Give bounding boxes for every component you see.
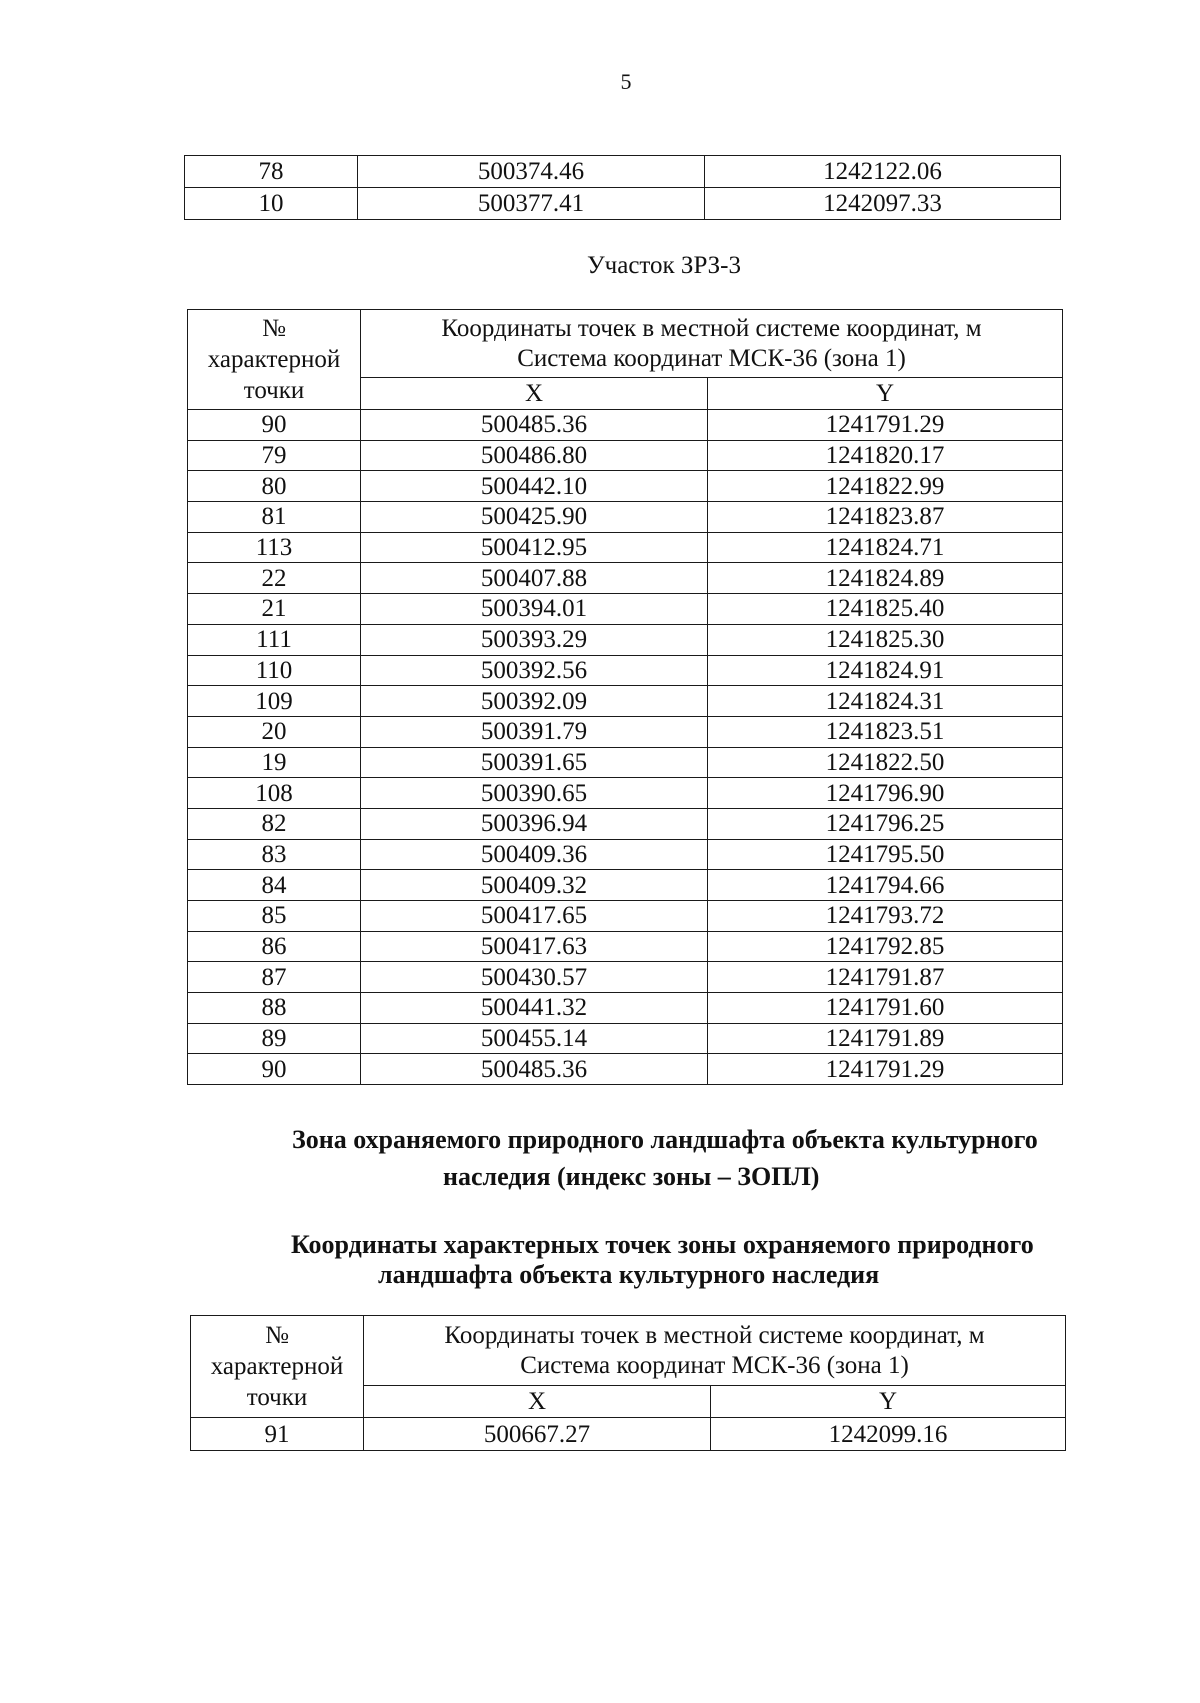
table-row — [188, 594, 1063, 625]
cell-y-coordinate: 1241822.50 — [708, 747, 1063, 778]
coordinates-header — [361, 310, 1063, 378]
table-row — [188, 686, 1063, 717]
cell-x-coordinate: 500486.80 — [361, 440, 708, 471]
table-header — [188, 310, 1063, 410]
cell-x-coordinate: 500667.27 — [364, 1418, 711, 1451]
table-row — [188, 839, 1063, 870]
table-row — [188, 471, 1063, 502]
cell-x-coordinate: 500430.57 — [361, 962, 708, 993]
cell-x-coordinate: 500417.65 — [361, 901, 708, 932]
coordinates-title: Координаты точек в местной системе координат, м — [444, 1321, 985, 1349]
cell-x-coordinate: 500485.36 — [361, 410, 708, 441]
coordinate-system: Система координат МСК-36 (зона 1) — [517, 344, 906, 372]
coordinates-title: Координаты точек в местной системе координат, м — [441, 314, 982, 342]
coordinate-system: Система координат МСК-36 (зона 1) — [520, 1351, 909, 1379]
table-row — [188, 410, 1063, 441]
header-row — [188, 310, 1063, 378]
table-row — [185, 188, 1061, 220]
point-number-sign: № — [262, 315, 286, 342]
cell-x-coordinate: 500391.79 — [361, 716, 708, 747]
table-row — [188, 808, 1063, 839]
cell-point-number: 19 — [188, 747, 361, 778]
cell-point-number: 90 — [188, 410, 361, 441]
cell-y-coordinate: 1241791.29 — [708, 410, 1063, 441]
table-row — [188, 716, 1063, 747]
cell-y-coordinate: 1241793.72 — [708, 901, 1063, 932]
table-row — [188, 1023, 1063, 1054]
cell-x-coordinate: 500392.56 — [361, 655, 708, 686]
cell-y-coordinate: 1242122.06 — [705, 156, 1061, 188]
cell-point-number: 91 — [191, 1418, 364, 1451]
cell-x-coordinate: 500393.29 — [361, 624, 708, 655]
cell-point-number: 22 — [188, 563, 361, 594]
cell-point-number: 78 — [185, 156, 358, 188]
cell-x-coordinate: 500412.95 — [361, 532, 708, 563]
cell-point-number: 109 — [188, 686, 361, 717]
x-column-header: X — [364, 1386, 711, 1418]
header-row — [191, 1316, 1066, 1386]
cell-y-coordinate: 1241796.25 — [708, 808, 1063, 839]
table-row — [191, 1418, 1066, 1451]
cell-point-number: 89 — [188, 1023, 361, 1054]
cell-point-number: 108 — [188, 778, 361, 809]
table-row — [188, 502, 1063, 533]
cell-x-coordinate: 500409.36 — [361, 839, 708, 870]
cell-point-number: 86 — [188, 931, 361, 962]
table-row — [188, 747, 1063, 778]
cell-x-coordinate: 500455.14 — [361, 1023, 708, 1054]
cell-x-coordinate: 500396.94 — [361, 808, 708, 839]
cell-x-coordinate: 500407.88 — [361, 563, 708, 594]
cell-y-coordinate: 1241791.29 — [708, 1054, 1063, 1085]
cell-x-coordinate: 500417.63 — [361, 931, 708, 962]
table-row — [188, 440, 1063, 471]
cell-y-coordinate: 1241791.89 — [708, 1023, 1063, 1054]
point-number-word: характерной — [207, 346, 341, 373]
table-row — [188, 778, 1063, 809]
cell-x-coordinate: 500442.10 — [361, 471, 708, 502]
table-row — [188, 962, 1063, 993]
cell-y-coordinate: 1241820.17 — [708, 440, 1063, 471]
table-row — [188, 563, 1063, 594]
cell-point-number: 87 — [188, 962, 361, 993]
cell-y-coordinate: 1241824.91 — [708, 655, 1063, 686]
cell-y-coordinate: 1241824.31 — [708, 686, 1063, 717]
y-column-header: Y — [708, 378, 1063, 410]
cell-y-coordinate: 1241796.90 — [708, 778, 1063, 809]
cell-x-coordinate: 500374.46 — [358, 156, 705, 188]
cell-y-coordinate: 1241825.30 — [708, 624, 1063, 655]
cell-point-number: 90 — [188, 1054, 361, 1085]
cell-point-number: 88 — [188, 993, 361, 1024]
cell-point-number: 111 — [188, 624, 361, 655]
coords-heading-line: ландшафта объекта культурного наследия — [378, 1260, 880, 1289]
cell-y-coordinate: 1241794.66 — [708, 870, 1063, 901]
zrz3-coordinates-table — [187, 309, 1063, 1085]
cell-point-number: 113 — [188, 532, 361, 563]
cell-y-coordinate: 1241822.99 — [708, 471, 1063, 502]
table-row — [188, 931, 1063, 962]
continuation-table-body — [185, 156, 1061, 220]
coords-heading-line: Координаты характерных точек зоны охраняемого природного — [291, 1230, 1034, 1259]
cell-point-number: 84 — [188, 870, 361, 901]
point-number-header — [191, 1316, 364, 1418]
x-column-header: X — [361, 378, 708, 410]
table-row — [188, 655, 1063, 686]
cell-y-coordinate: 1241824.89 — [708, 563, 1063, 594]
cell-x-coordinate: 500392.09 — [361, 686, 708, 717]
cell-y-coordinate: 1241791.60 — [708, 993, 1063, 1024]
coordinates-header — [364, 1316, 1066, 1386]
cell-x-coordinate: 500485.36 — [361, 1054, 708, 1085]
page-number: 5 — [620, 69, 632, 94]
y-column-header: Y — [711, 1386, 1066, 1418]
table-row — [188, 1054, 1063, 1085]
point-number-word: точки — [246, 1384, 308, 1411]
cell-x-coordinate: 500377.41 — [358, 188, 705, 220]
point-number-word: точки — [243, 377, 305, 404]
cell-point-number: 21 — [188, 594, 361, 625]
cell-x-coordinate: 500391.65 — [361, 747, 708, 778]
section-title: Участок ЗРЗ-3 — [586, 252, 742, 279]
cell-point-number: 82 — [188, 808, 361, 839]
cell-point-number: 85 — [188, 901, 361, 932]
table-row — [188, 993, 1063, 1024]
cell-y-coordinate: 1241825.40 — [708, 594, 1063, 625]
zrz3-table-body — [188, 410, 1063, 1085]
zopl-coordinates-table — [190, 1315, 1066, 1451]
point-number-sign: № — [265, 1322, 289, 1349]
cell-x-coordinate: 500394.01 — [361, 594, 708, 625]
cell-y-coordinate: 1241795.50 — [708, 839, 1063, 870]
cell-x-coordinate: 500425.90 — [361, 502, 708, 533]
table-row — [188, 901, 1063, 932]
cell-point-number: 79 — [188, 440, 361, 471]
cell-point-number: 20 — [188, 716, 361, 747]
cell-x-coordinate: 500441.32 — [361, 993, 708, 1024]
continuation-coordinates-table — [184, 155, 1061, 220]
table-header — [191, 1316, 1066, 1418]
table-row — [188, 870, 1063, 901]
cell-y-coordinate: 1241792.85 — [708, 931, 1063, 962]
zone-heading-line: Зона охраняемого природного ландшафта объекта культурного — [292, 1125, 1038, 1154]
cell-y-coordinate: 1241823.87 — [708, 502, 1063, 533]
table-row — [185, 156, 1061, 188]
point-number-word: характерной — [210, 1353, 344, 1380]
cell-y-coordinate: 1241791.87 — [708, 962, 1063, 993]
cell-y-coordinate: 1241823.51 — [708, 716, 1063, 747]
zopl-table-body — [191, 1418, 1066, 1451]
cell-point-number: 80 — [188, 471, 361, 502]
table-row — [188, 532, 1063, 563]
cell-point-number: 10 — [185, 188, 358, 220]
cell-y-coordinate: 1242097.33 — [705, 188, 1061, 220]
point-number-header — [188, 310, 361, 410]
zone-heading-line: наследия (индекс зоны – ЗОПЛ) — [443, 1162, 820, 1191]
table-row — [188, 624, 1063, 655]
cell-x-coordinate: 500390.65 — [361, 778, 708, 809]
cell-y-coordinate: 1242099.16 — [711, 1418, 1066, 1451]
cell-point-number: 110 — [188, 655, 361, 686]
cell-x-coordinate: 500409.32 — [361, 870, 708, 901]
cell-point-number: 83 — [188, 839, 361, 870]
cell-point-number: 81 — [188, 502, 361, 533]
cell-y-coordinate: 1241824.71 — [708, 532, 1063, 563]
